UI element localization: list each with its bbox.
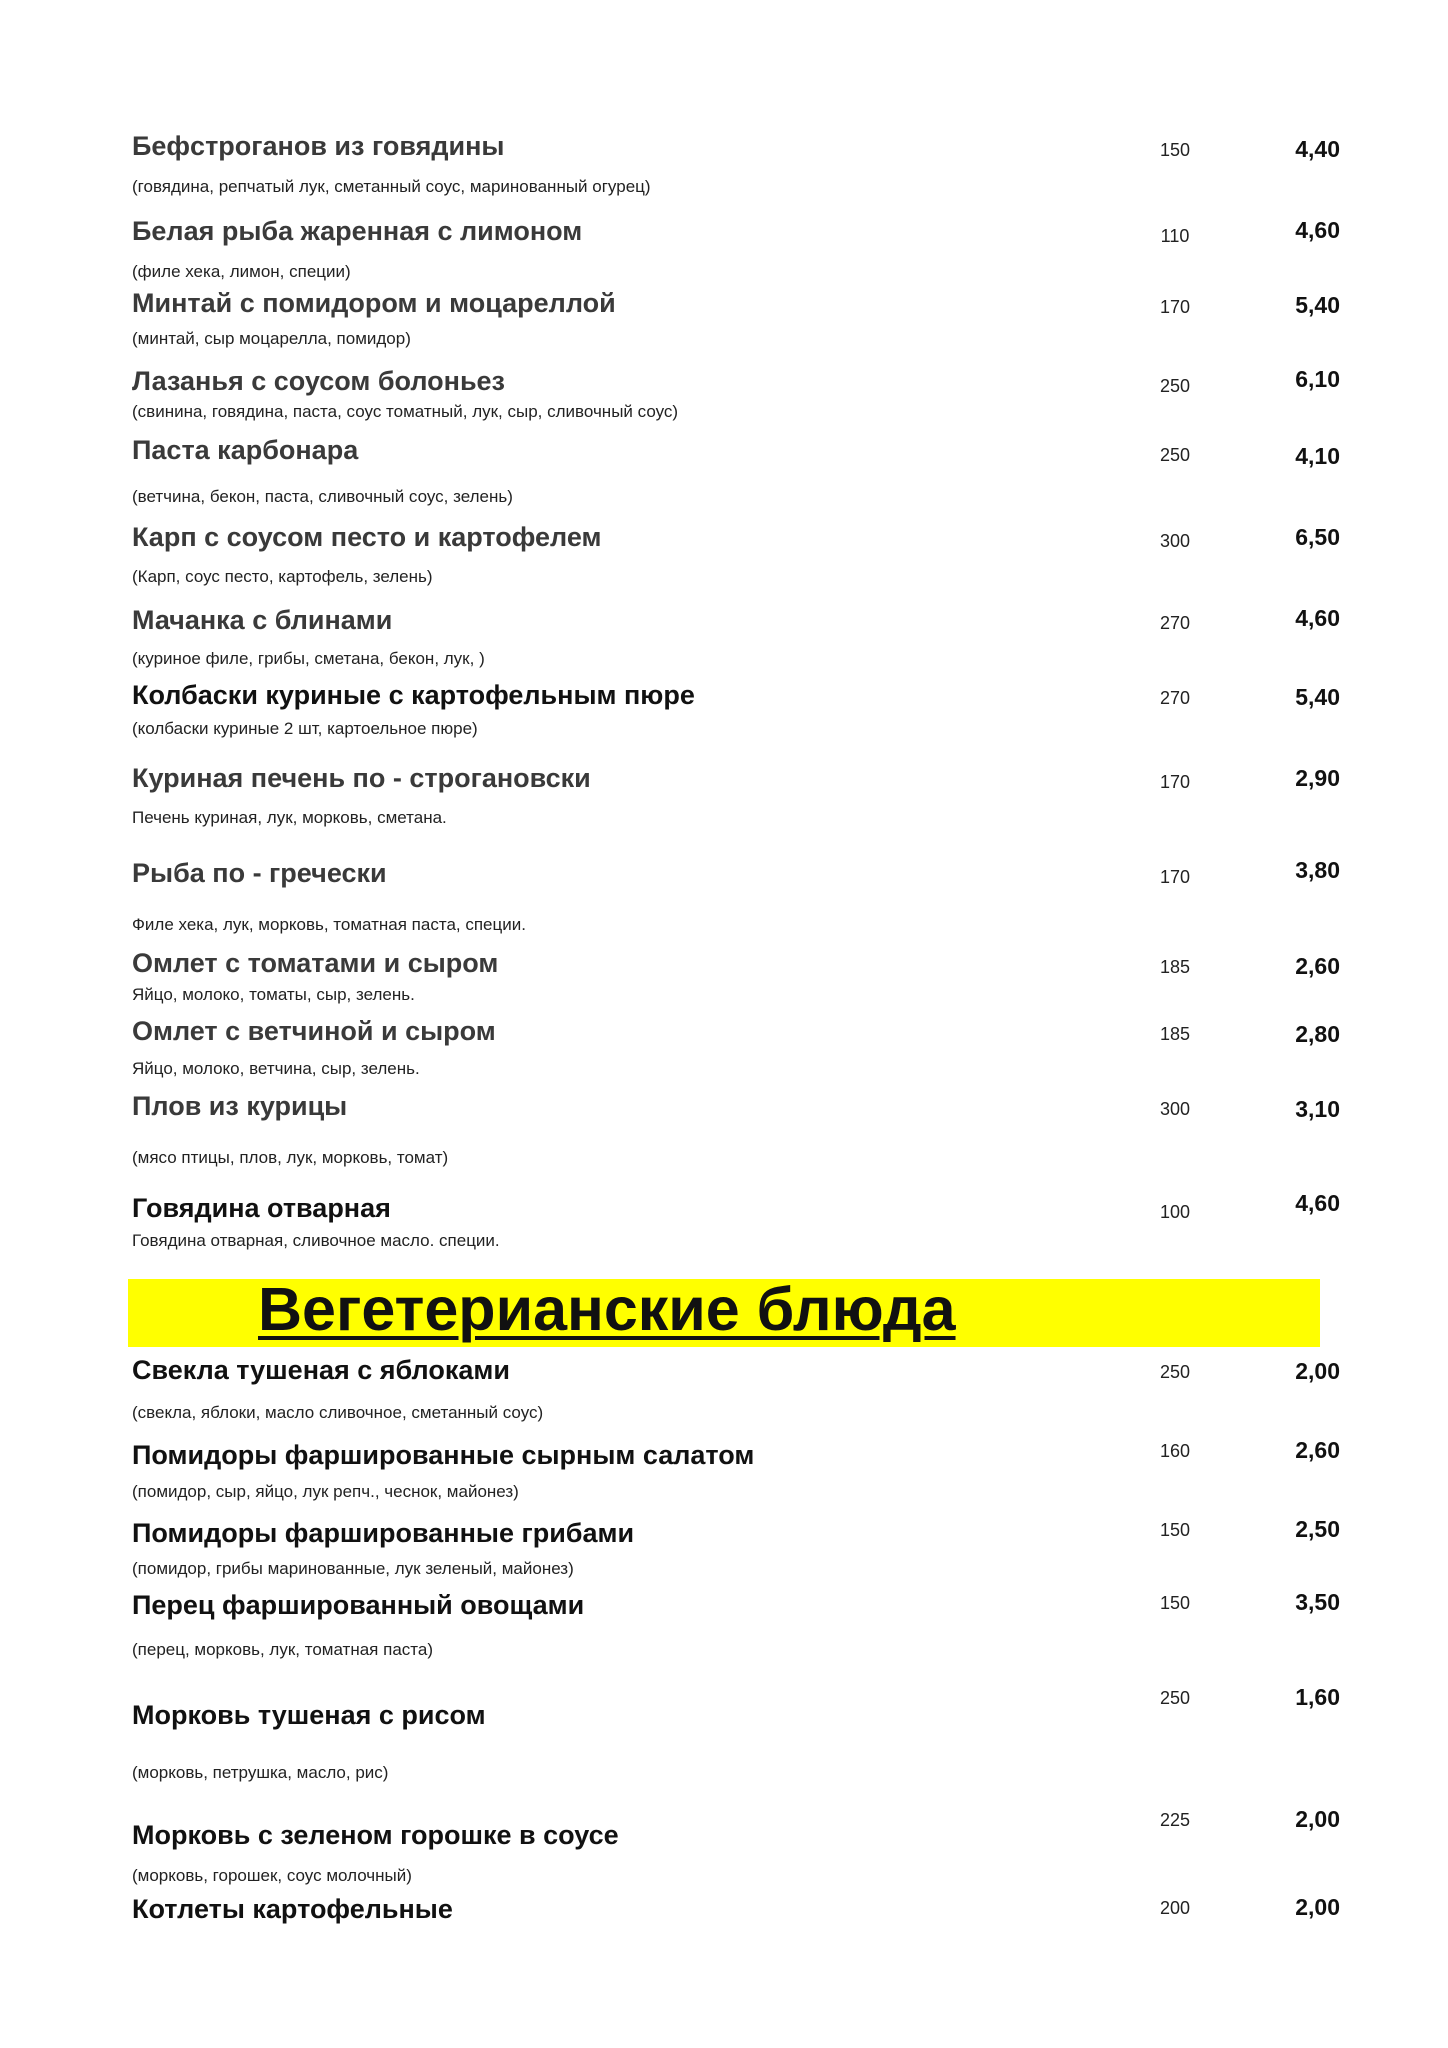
- item-price: 2,00: [1295, 1806, 1340, 1832]
- item-weight: 250: [1159, 376, 1191, 396]
- item-name: Белая рыба жаренная с лимоном: [132, 216, 583, 246]
- item-description: (помидор, грибы маринованные, лук зеленый, майонез): [132, 1559, 574, 1578]
- item-description: Яйцо, молоко, ветчина, сыр, зелень.: [132, 1059, 420, 1078]
- item-description: Филе хека, лук, морковь, томатная паста, специи.: [132, 915, 526, 934]
- item-name: Помидоры фаршированные грибами: [132, 1518, 635, 1548]
- item-name: Морковь тушеная с рисом: [132, 1700, 486, 1730]
- item-price: 4,60: [1295, 1190, 1340, 1216]
- item-price: 6,50: [1295, 524, 1340, 550]
- item-name: Паста карбонара: [132, 435, 359, 465]
- item-weight: 250: [1159, 1688, 1191, 1708]
- item-name: Бефстроганов из говядины: [132, 131, 505, 161]
- item-description: (куриное филе, грибы, сметана, бекон, лук, ): [132, 649, 485, 668]
- item-price: 4,60: [1295, 605, 1340, 631]
- item-price: 4,60: [1295, 217, 1340, 243]
- item-name: Свекла тушеная с яблоками: [132, 1355, 510, 1385]
- item-description: Яйцо, молоко, томаты, сыр, зелень.: [132, 985, 415, 1004]
- item-name: Рыба по - гречески: [132, 858, 387, 888]
- item-description: (филе хека, лимон, специи): [132, 262, 351, 281]
- item-description: (колбаски куриные 2 шт, картоельное пюре): [132, 719, 478, 738]
- item-weight: 250: [1159, 445, 1191, 465]
- item-weight: 225: [1159, 1810, 1191, 1830]
- item-price: 5,40: [1295, 292, 1340, 318]
- item-description: (минтай, сыр моцарелла, помидор): [132, 329, 411, 348]
- item-name: Перец фаршированный овощами: [132, 1590, 585, 1620]
- item-description: Говядина отварная, сливочное масло. специи.: [132, 1231, 500, 1250]
- item-description: (говядина, репчатый лук, сметанный соус, маринованный огурец): [132, 177, 651, 196]
- item-price: 2,90: [1295, 765, 1340, 791]
- item-price: 3,80: [1295, 857, 1340, 883]
- item-description: (морковь, горошек, соус молочный): [132, 1866, 412, 1885]
- item-name: Карп с соусом песто и картофелем: [132, 522, 602, 552]
- item-description: (морковь, петрушка, масло, рис): [132, 1763, 389, 1782]
- item-weight: 300: [1159, 1099, 1191, 1119]
- item-weight: 150: [1159, 140, 1191, 160]
- item-name: Омлет с ветчиной и сыром: [132, 1016, 496, 1046]
- item-price: 3,50: [1295, 1589, 1340, 1615]
- item-weight: 160: [1159, 1441, 1191, 1461]
- item-weight: 150: [1159, 1520, 1191, 1540]
- item-name: Колбаски куриные с картофельным пюре: [132, 680, 695, 710]
- item-description: (перец, морковь, лук, томатная паста): [132, 1640, 433, 1659]
- item-price: 1,60: [1295, 1684, 1340, 1710]
- item-price: 2,00: [1295, 1358, 1340, 1384]
- item-weight: 170: [1159, 297, 1191, 317]
- item-description: (Карп, соус песто, картофель, зелень): [132, 567, 433, 586]
- item-description: (свекла, яблоки, масло сливочное, сметанный соус): [132, 1403, 544, 1422]
- item-name: Куриная печень по - строгановски: [132, 763, 591, 793]
- item-weight: 110: [1160, 226, 1190, 246]
- item-weight: 100: [1159, 1202, 1191, 1222]
- item-weight: 200: [1159, 1898, 1191, 1918]
- item-price: 2,60: [1295, 953, 1340, 979]
- item-description: (мясо птицы, плов, лук, морковь, томат): [132, 1148, 449, 1167]
- item-name: Плов из курицы: [132, 1091, 348, 1121]
- item-weight: 150: [1159, 1593, 1191, 1613]
- item-weight: 170: [1159, 867, 1191, 887]
- item-weight: 250: [1159, 1362, 1191, 1382]
- item-price: 2,00: [1295, 1894, 1340, 1920]
- item-price: 4,10: [1295, 443, 1340, 469]
- item-name: Котлеты картофельные: [132, 1894, 453, 1924]
- item-price: 2,50: [1295, 1516, 1340, 1542]
- item-weight: 300: [1159, 531, 1191, 551]
- item-name: Омлет с томатами и сыром: [132, 948, 499, 978]
- item-price: 5,40: [1295, 684, 1340, 710]
- item-weight: 170: [1159, 772, 1191, 792]
- item-name: Говядина отварная: [132, 1193, 391, 1223]
- item-weight: 270: [1159, 688, 1191, 708]
- item-name: Лазанья с соусом болоньез: [132, 366, 505, 396]
- item-description: (свинина, говядина, паста, соус томатный, лук, сыр, сливочный соус): [132, 402, 679, 421]
- item-weight: 185: [1159, 957, 1191, 977]
- item-price: 6,10: [1295, 366, 1340, 392]
- item-price: 2,60: [1295, 1437, 1340, 1463]
- section-title: Вегетерианские блюда: [258, 1275, 956, 1343]
- item-description: (помидор, сыр, яйцо, лук репч., чеснок, майонез): [132, 1482, 519, 1501]
- item-name: Минтай с помидором и моцареллой: [132, 288, 616, 318]
- item-description: Печень куриная, лук, морковь, сметана.: [132, 808, 447, 827]
- item-name: Мачанка с блинами: [132, 605, 393, 635]
- item-description: (ветчина, бекон, паста, сливочный соус, зелень): [132, 487, 513, 506]
- item-weight: 185: [1159, 1024, 1191, 1044]
- item-price: 3,10: [1295, 1096, 1340, 1122]
- item-weight: 270: [1159, 613, 1191, 633]
- item-name: Морковь с зеленом горошке в соусе: [132, 1820, 619, 1850]
- item-name: Помидоры фаршированные сырным салатом: [132, 1440, 755, 1470]
- item-price: 2,80: [1295, 1021, 1340, 1047]
- item-price: 4,40: [1295, 136, 1340, 162]
